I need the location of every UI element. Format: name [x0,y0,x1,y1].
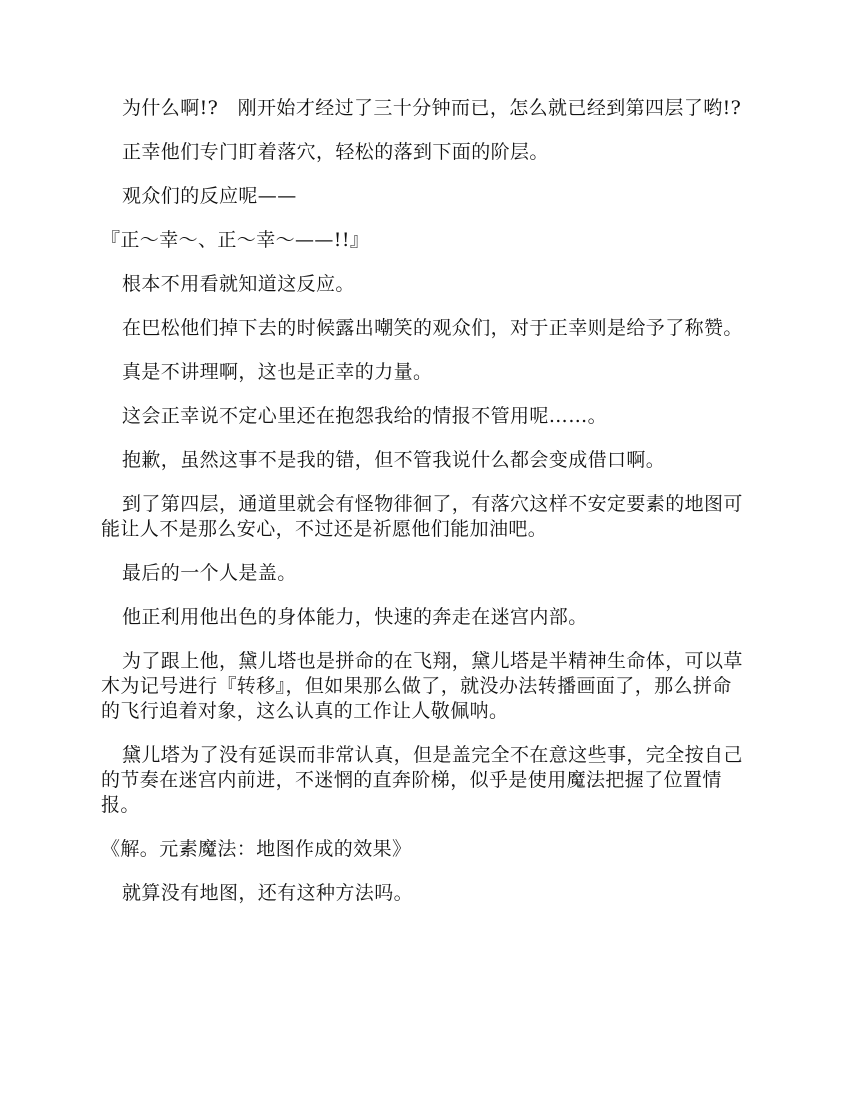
quoted-shout: 『正～幸～、正～幸～——!!』 [101,229,370,251]
paragraph: 正幸他们专门盯着落穴，轻松的落到下面的阶层。 [122,141,549,163]
paragraph: 黛儿塔为了没有延误而非常认真，但是盖完全不在意这些事，完全按自己的节奏在迷宫内前进，不迷惘的直奔阶梯，似乎是使用魔法把握了位置情报。 [101,744,743,816]
paragraph: 到了第四层，通道里就会有怪物徘徊了，有落穴这样不安定要素的地图可能让人不是那么安心，不过还是祈愿他们能加油吧。 [101,493,743,540]
paragraph: 他正利用他出色的身体能力，快速的奔走在迷宫内部。 [122,606,588,628]
paragraph: 就算没有地图，还有这种方法吗。 [122,882,414,904]
paragraph: 根本不用看就知道这反应。 [122,273,355,295]
paragraph: 在巴松他们掉下去的时候露出嘲笑的观众们，对于正幸则是给予了称赞。 [122,317,743,339]
paragraph: 观众们的反应呢—— [122,185,297,207]
paragraph: 真是不讲理啊，这也是正幸的力量。 [122,361,433,383]
paragraph: 抱歉，虽然这事不是我的错，但不管我说什么都会变成借口啊。 [122,449,666,471]
paragraph: 这会正幸说不定心里还在抱怨我给的情报不管用呢……。 [122,405,608,427]
paragraph: 为什么啊!? 刚开始才经过了三十分钟而已，怎么就已经到第四层了哟!? [122,97,742,119]
system-message: 《解。元素魔法：地图作成的效果》 [101,838,412,860]
paragraph: 最后的一个人是盖。 [122,562,297,584]
paragraph: 为了跟上他，黛儿塔也是拼命的在飞翔，黛儿塔是半精神生命体，可以草木为记号进行『转移』，但如果那么做了，就没办法转播画面了，那么拼命的飞行追着对象，这么认真的工作让人敬佩呐。 [101,650,743,722]
